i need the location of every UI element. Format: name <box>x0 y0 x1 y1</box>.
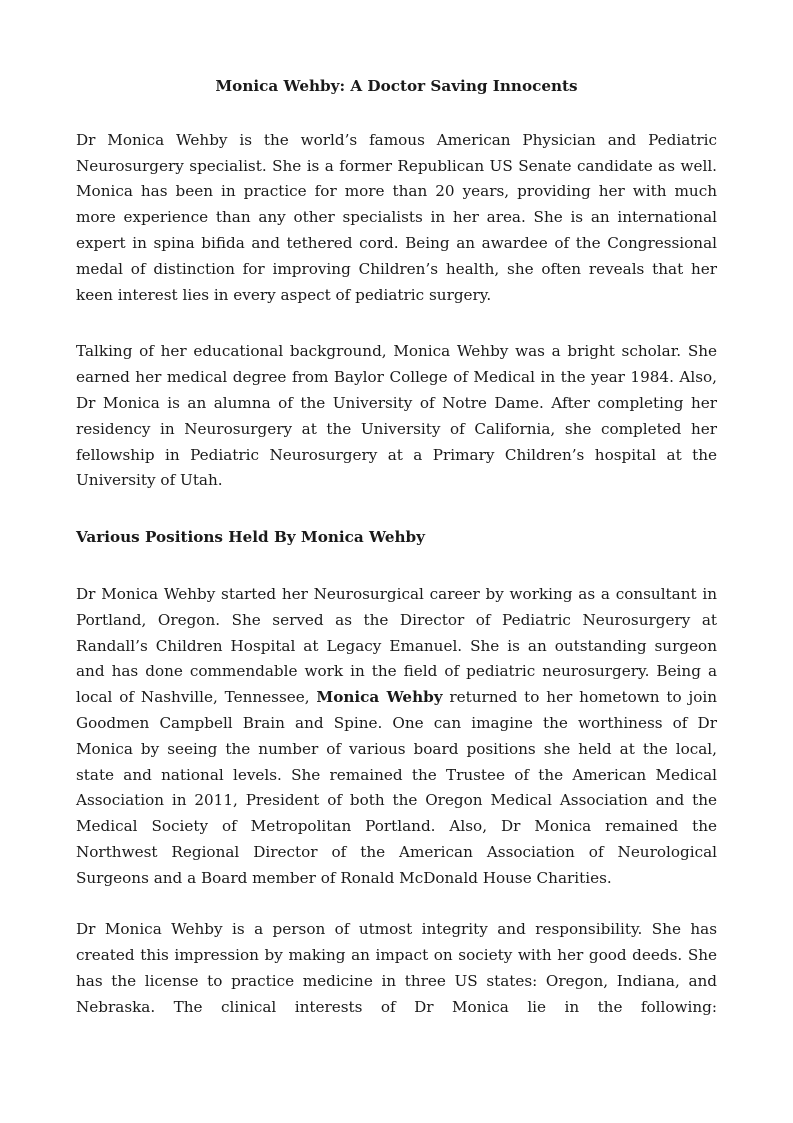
positions-text-before: Dr Monica Wehby started her Neurosurgical career by working as a consultant in Portland, Oregon. She served as the Director of Pediatric Neurosurgery at Randall’s Children Hospital at Legacy Emanuel. She is an outstanding surgeon and has done commendable work in the field of pediatric neurosurgery. Being a local of Nashville, Tennessee, <box>76 584 717 707</box>
section-heading: Various Positions Held By Monica Wehby <box>76 528 425 547</box>
positions-text-after: returned to her hometown to join Goodmen Campbell Brain and Spine. One can imagine the worthiness of Dr Monica by seeing the number of various board positions she held at the local, state and national levels. She remained the Trustee of the American Medical Association in 2011, President of both the Oregon Medical Association and the Medical Society of Metropolitan Portland. Also, Dr Monica remained the Northwest Regional Director of the American Association of Neurological Surgeons and a Board member of Ronald McDonald House Charities. <box>76 688 717 887</box>
intro-paragraph: Dr Monica Wehby is the world’s famous American Physician and Pediatric Neurosurgery specialist. She is a former Republican US Senate candidate as well. Monica has been in practice for more than 20 years, providing her with much more experience than any other specialists in her area. She is an international expert in spina bifida and tethered cord. Being an awardee of the Congressional medal of distinction for improving Children’s health, she often reveals that her keen interest lies in every aspect of pediatric surgery. <box>76 130 717 304</box>
positions-paragraph <box>76 582 717 892</box>
bold-name: Monica Wehby <box>316 688 443 707</box>
document-page <box>76 74 717 1021</box>
document-title: Monica Wehby: A Doctor Saving Innocents <box>215 77 578 95</box>
education-paragraph: Talking of her educational background, Monica Wehby was a bright scholar. She earned her medical degree from Baylor College of Medical in the year 1984. Also, Dr Monica is an alumna of the University of Notre Dame. After completing her residency in Neurosurgery at the University of California, she completed her fellowship in Pediatric Neurosurgery at a Primary Children’s hospital at the University of Utah. <box>76 342 717 490</box>
integrity-paragraph: Dr Monica Wehby is a person of utmost integrity and responsibility. She has created this impression by making an impact on society with her good deeds. She has the license to practice medicine in three US states: Oregon, Indiana, and Nebraska. The clinical interests of Dr Monica lie in the following: <box>76 920 717 1016</box>
